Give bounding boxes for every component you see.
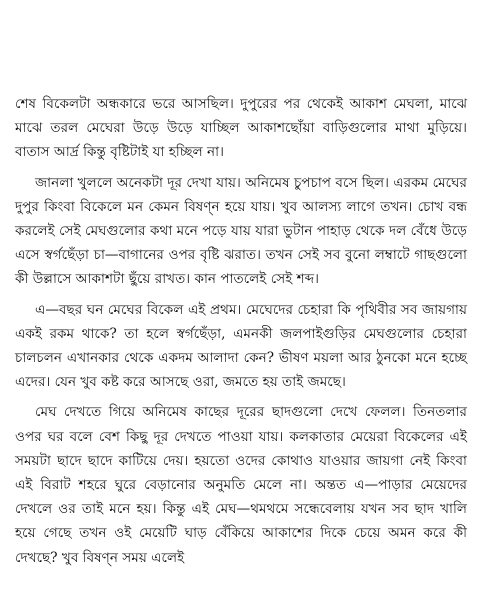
paragraph-1: শেষ বিকেলটা অন্ধকারে ভরে আসছিল। দুপুরের পর থেকেই আকাশ মেঘলা, মাঝে মাঝে তরল মেঘেরা উড়ে উড়ে যাচ্ছিল আকাশছোঁয়া বাড়িগুলোর মাথা মুড়িয়ে। বাতাস আর্দ্র কিন্তু বৃষ্টিটাই যা হচ্ছিল না। xyxy=(15,96,467,161)
body-text xyxy=(15,92,467,570)
paragraph-2: জানলা খুললে অনেকটা দূর দেখা যায়। অনিমেষ চুপচাপ বসে ছিল। এরকম মেঘের দুপুর কিংবা বিকেলে মন কেমন বিষণ্ন হয়ে যায়। খুব আলস্য লাগে তখন। চোখ বন্ধ করলেই সেই মেঘগুলোর কথা মনে পড়ে যায় যারা ভুটান পাহাড় থেকে দল বেঁধে উড়ে এসে স্বর্গছেঁড়া চা—বাগানের ওপর বৃষ্টি ঝরাত। তখন সেই সব বুনো লম্বাটে গাছগুলো কী উল্লাসে আকাশটা ছুঁয়ে রাখত। কান পাতলেই সেই শব্দ। xyxy=(15,174,467,288)
paragraph-4: মেঘ দেখতে গিয়ে অনিমেষ কাছের দূরের ছাদগুলো দেখে ফেলল। তিনতলার ওপর ঘর বলে বেশ কিছু দূর দেখতে পাওয়া যায়। কলকাতার মেয়েরা বিকেলের এই সময়টা ছাদে ছাদে কাটিয়ে দেয়। হয়তো ওদের কোথাও যাওয়ার জায়গা নেই কিংবা এই বিরাট শহরে ঘুরে বেড়ানোর অনুমতি মেলে না। অন্তত এ—পাড়ার মেয়েদের দেখলে ওর তাই মনে হয়। কিন্তু এই মেঘ—থমথমে সন্ধেবেলায় যখন সব ছাদ খালি হয়ে গেছে তখন ওই মেয়েটি ঘাড় বেঁকিয়ে আকাশের দিকে চেয়ে অমন করে কী দেখছে? খুব বিষণ্ন সময় এলেই xyxy=(15,404,467,566)
paragraph-3: এ—বছর ঘন মেঘের বিকেল এই প্রথম। মেঘেদের চেহারা কি পৃথিবীর সব জায়গায় একই রকম থাকে? তা হলে স্বর্গছেঁড়া, এমনকী জলপাইগুড়ির মেঘগুলোর চেহারা চালচলন এখানকার থেকে একদম আলাদা কেন? ভীষণ ময়লা আর ঠুনকো মনে হচ্ছে এদের। যেন খুব কষ্ট করে আসছে ওরা, জমতে হয় তাই জমছে। xyxy=(15,301,467,391)
